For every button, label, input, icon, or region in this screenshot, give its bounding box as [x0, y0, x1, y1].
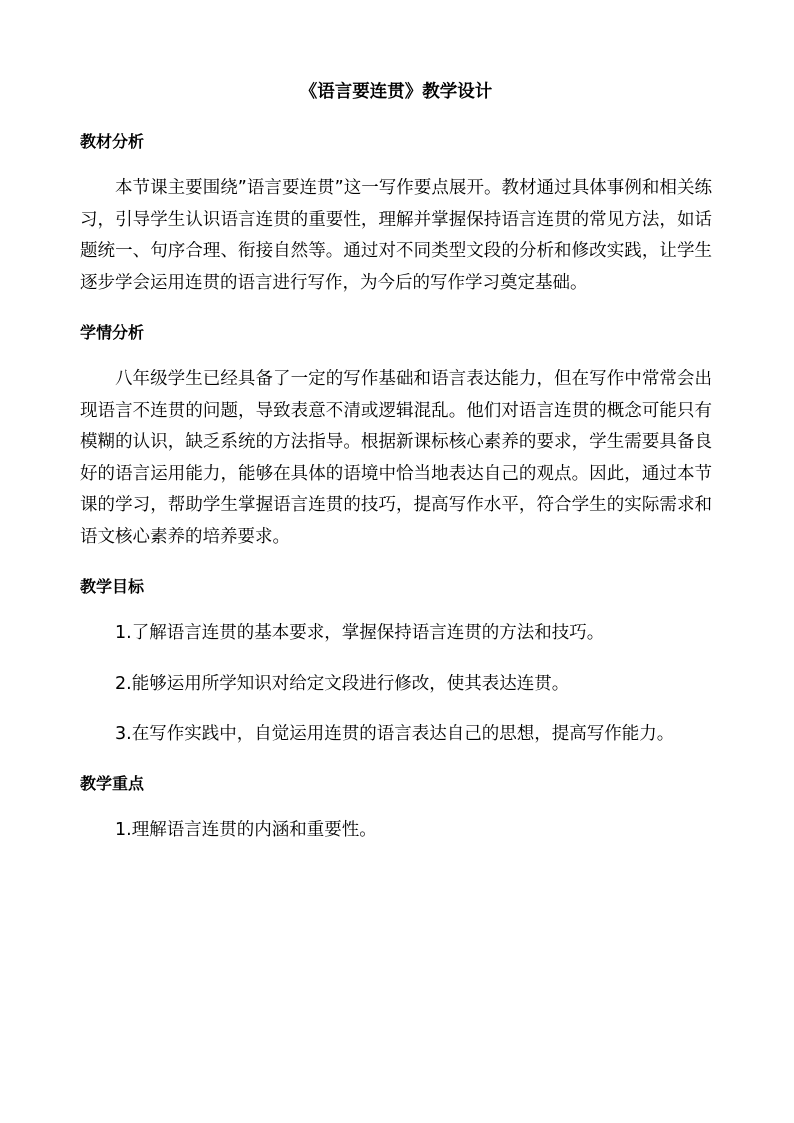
document-title: 《语言要连贯》教学设计 — [299, 82, 493, 102]
document-page — [80, 78, 712, 865]
students-paragraph: 八年级学生已经具备了一定的写作基础和语言表达能力，但在写作中常常会出现语言不连贯的问题，导致表意不清或逻辑混乱。他们对语言连贯的概念可能只有模糊的认识，缺乏系统的方法指导。根据新课标核心素养的要求，学生需要具备良好的语言运用能力，能够在具体的语境中恰当地表达自己的观点。因此，通过本节课的学习，帮助学生掌握语言连贯的技巧，提高写作水平，符合学生的实际需求和语文核心素养的培养要求。 — [80, 369, 712, 547]
section-heading-materials: 教材分析 — [80, 132, 145, 151]
goal-item-1: 1.了解语言连贯的基本要求，掌握保持语言连贯的方法和技巧。 — [115, 623, 605, 643]
section-heading-students: 学情分析 — [80, 323, 145, 342]
keypoint-item-1: 1.理解语言连贯的内涵和重要性。 — [115, 819, 377, 840]
goal-item-2: 2.能够运用所学知识对给定文段进行修改，使其表达连贯。 — [115, 673, 570, 694]
materials-paragraph: 本节课主要围绕”语言要连贯”这一写作要点展开。教材通过具体事例和相关练习，引导学生认识语言连贯的重要性，理解并掌握保持语言连贯的常见方法，如话题统一、句序合理、衔接自然等。通过对不同类型文段的分析和修改实践，让学生逐步学会运用连贯的语言进行写作，为今后的写作学习奠定基础。 — [80, 178, 712, 293]
goal-item-3: 3.在写作实践中，自觉运用连贯的语言表达自己的思想，提高写作能力。 — [115, 724, 675, 744]
section-heading-keypoints: 教学重点 — [80, 773, 145, 793]
section-heading-goals: 教学目标 — [80, 577, 145, 596]
